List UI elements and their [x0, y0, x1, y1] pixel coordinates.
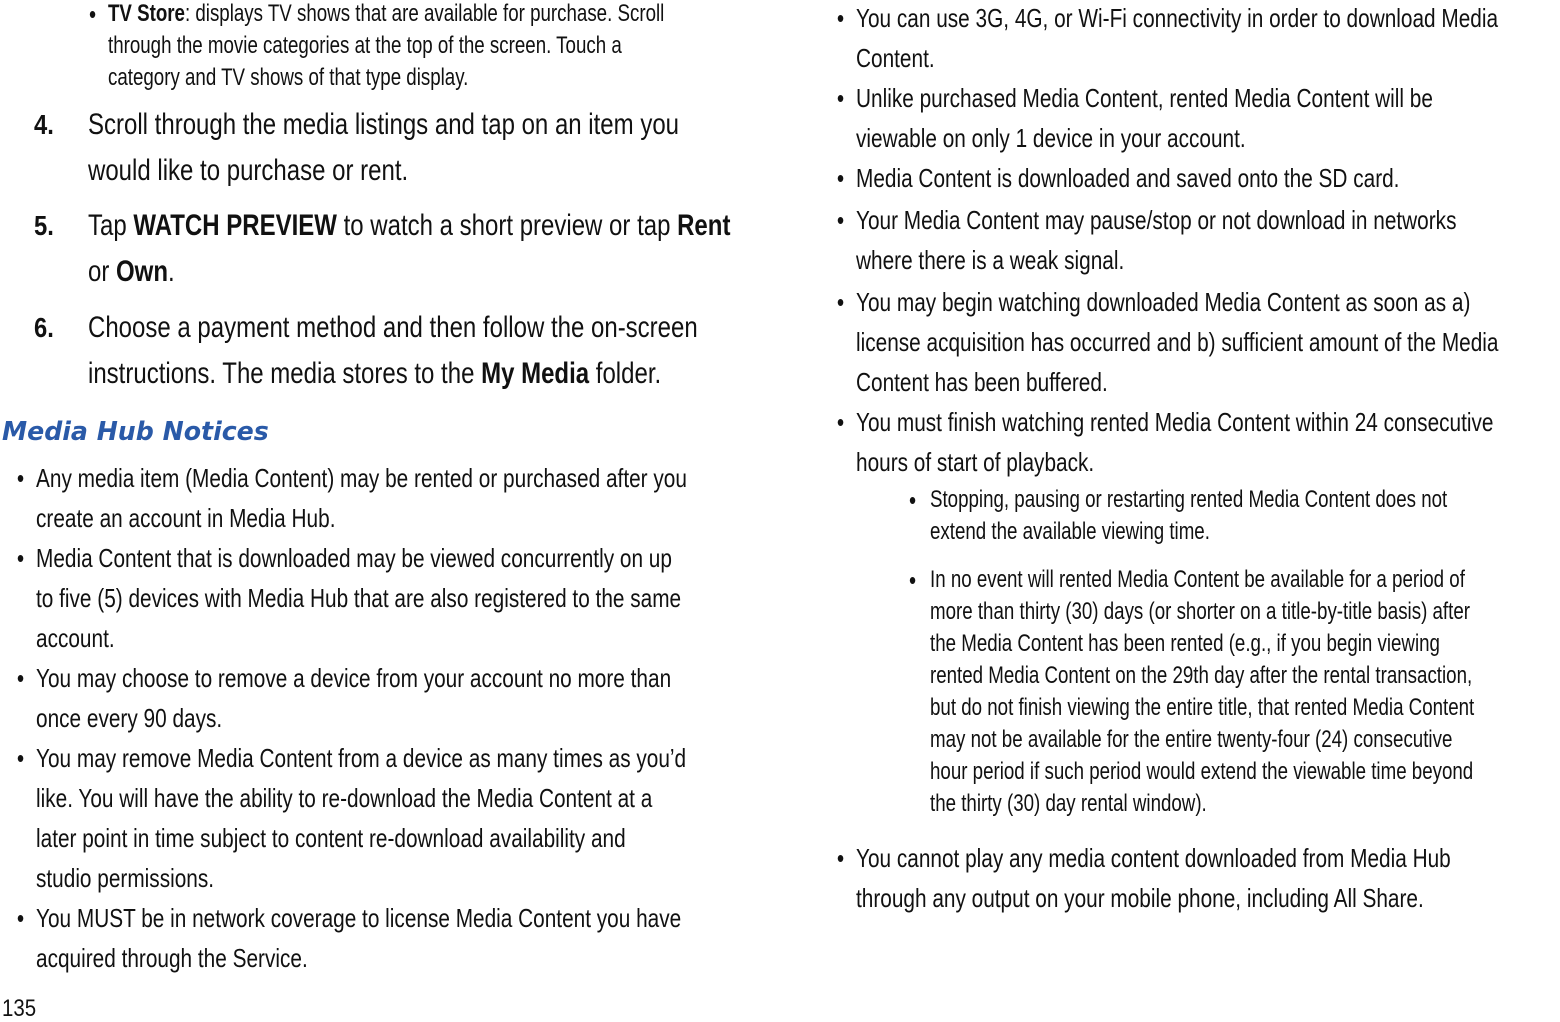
- page-number: 135: [2, 995, 37, 1022]
- bullet-dot: •: [836, 3, 845, 33]
- bullet-dot: •: [909, 485, 917, 515]
- bullet-dot: •: [909, 565, 917, 595]
- bullet-dot: •: [16, 543, 25, 573]
- step-6-line-2: instructions. The media stores to the My Media folder.: [88, 357, 662, 390]
- watch-preview-label: WATCH PREVIEW: [133, 209, 337, 242]
- bullet-dot: •: [16, 663, 25, 693]
- step-number: 5.: [34, 210, 54, 241]
- bullet-dot: •: [836, 843, 845, 873]
- bullet-dot: •: [836, 83, 845, 113]
- bullet-dot: •: [836, 287, 845, 317]
- section-heading: Media Hub Notices: [2, 417, 269, 447]
- step-5-line-2: or Own.: [88, 255, 175, 288]
- bullet-dot: •: [16, 743, 25, 773]
- my-media-label: My Media: [481, 357, 590, 390]
- bullet-dot: •: [89, 0, 97, 29]
- step-4-line-2: would like to purchase or rent.: [88, 154, 409, 187]
- step-6-line-1: Choose a payment method and then follow the on-screen: [88, 311, 698, 344]
- bullet-dot: •: [16, 463, 25, 493]
- step-5-line-1: Tap WATCH PREVIEW to watch a short preview or tap Rent: [88, 209, 731, 242]
- tv-store-term: TV Store: [108, 0, 185, 27]
- step-number: 6.: [34, 312, 54, 343]
- bullet-dot: •: [836, 205, 845, 235]
- rent-label: Rent: [677, 209, 731, 242]
- own-label: Own: [116, 255, 169, 288]
- bullet-dot: •: [836, 407, 845, 437]
- bullet-dot: •: [16, 903, 25, 933]
- tv-store-line-1: TV Store: displays TV shows that are available for purchase. Scroll: [108, 0, 665, 27]
- tv-store-line-3: category and TV shows of that type display.: [108, 64, 469, 91]
- step-number: 4.: [34, 109, 54, 140]
- bullet-dot: •: [836, 163, 845, 193]
- tv-store-line-2: through the movie categories at the top of the screen. Touch a: [108, 32, 622, 59]
- step-4-line-1: Scroll through the media listings and tap on an item you: [88, 108, 680, 141]
